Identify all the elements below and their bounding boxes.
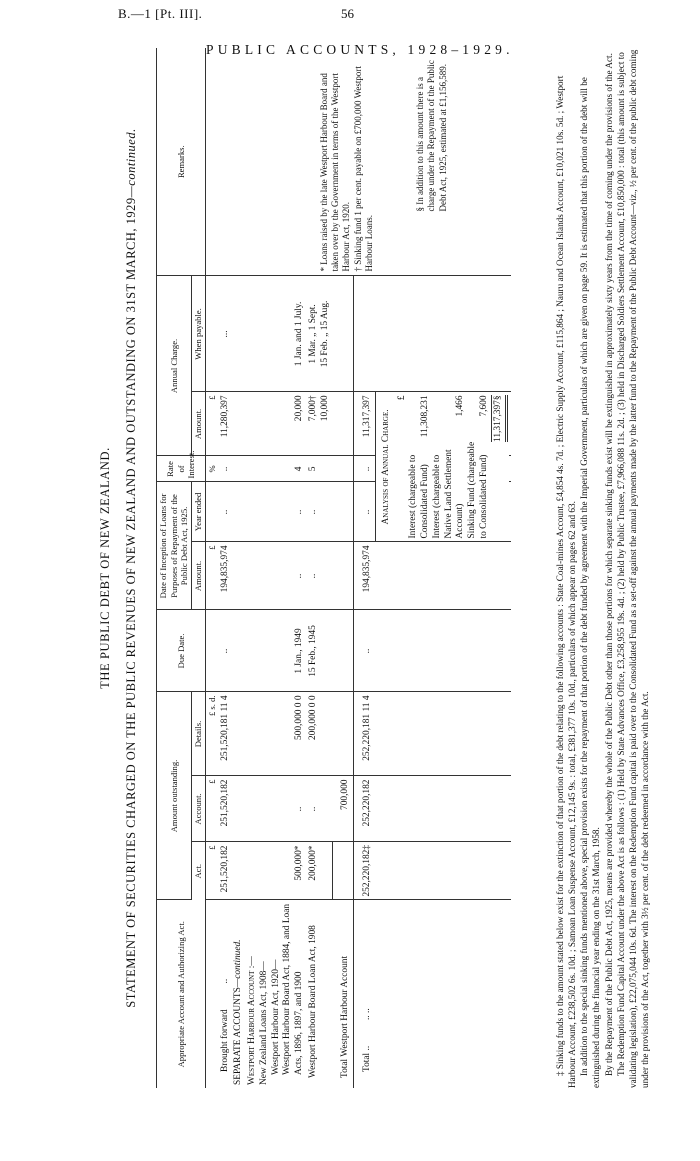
westport-details: 500,000 0 0 (246, 692, 307, 776)
wboard-act: 200,000* (307, 842, 333, 900)
footnote-2: In addition to the special sinking funds mentioned above, special provision exists for the repayment of that portion of the debt funded by agreement with the Imperial Government, particulars of which are given on page 59. It is estimated that this portion of the debt will be extinguished during the financial year ending on the 31st March, 1958. (579, 77, 602, 1088)
remark-1: * Loans raised by the late Westport Harbour Board and taken over by the Government in terms of the Westport Harbour Act, 1920. (318, 73, 352, 272)
header-account: Appropriate Account and Authorizing Act. (157, 900, 206, 1088)
total-westport-label: Total Westport Harbour Account (340, 955, 351, 1078)
separate-accounts-continued: —continued. (233, 939, 244, 988)
analysis-value-3: 7,600 (478, 395, 489, 417)
westport-rate: 4 (246, 456, 307, 482)
page-title: PUBLIC ACCOUNTS, 1928–1929. (206, 42, 514, 57)
wboard-due: 15 Feb., 1945 (307, 610, 333, 692)
westport-line-3: Westport Harbour Board Act, 1884, and Loan Acts, 1896, 1897, and 1900 (282, 903, 305, 1075)
westport-acct: .. (246, 776, 307, 842)
total-amount: 11,317,397 (354, 392, 376, 456)
brought-acct: 251,520,182 (219, 776, 233, 842)
statement-subtitle (124, 38, 139, 1098)
westport-due: 1 Jan., 1949 (246, 610, 307, 692)
header-due-date: Due Date. (157, 610, 206, 692)
units-row (205, 48, 218, 1088)
statement-title: THE PUBLIC DEBT OF NEW ZEALAND. (98, 447, 112, 689)
total-act: 252,220,182‡ (354, 842, 376, 900)
statement-continued: —continued. (124, 128, 138, 198)
header-act: Act. (192, 842, 206, 900)
analysis-block (375, 392, 509, 542)
statement-subtitle-text: STATEMENT OF SECURITIES CHARGED ON THE PUBLIC REVENUES OF NEW ZEALAND AND OUTSTANDING ON 31ST MARCH, 1929 (124, 197, 138, 1008)
total-dots: .. .. (362, 1008, 373, 1021)
header-when-payable: When payable. (192, 276, 206, 392)
total-label: Total .. (362, 1045, 373, 1072)
header-amount-outstanding: Amount outstanding. (157, 692, 192, 900)
brought-amount: 11,280,397 (219, 392, 233, 456)
westport-year: .. (246, 482, 307, 542)
wboard-year: .. (307, 482, 333, 542)
footnote-3: By the Repayment of the Public Debt Act, 1925, means are provided whereby the whole of the Public Debt other than those portions for which separate sinking funds exist will be extinguished in approximately sixty years from the time of coming under the provisions of the Act. (603, 53, 614, 1076)
wboard-acct: .. (307, 776, 333, 842)
footnote-4: The Redemption Fund Capital Account under the above Act is as follows : (1) Held by State Advances Office, £3,258,955 19s. 4d. ; (2) held by Public Trustee, £7,966,088 11s. 2d. ; (3) held in Discharged Soldiers Settlement Account, £10,850,000 : total (this amount is subject to validating legislation), £22,075,044 10s. 6d. The interest on the Redemption Fund capital is paid over to the Consolidated Fund as a set-off against the annual payments made by the latter fund to the Repayment of the Public Debt Account—viz., ½ per cent. of the public debt coming under the provisions of the Act, together with 3½ per cent. of the debt redeemed in accordance with the Act. (615, 49, 650, 1088)
westport-account-label: Westport Harbour Account :— (247, 956, 258, 1085)
wboard-amount-2: 10,000 (319, 395, 330, 422)
analysis-item-3: Sinking Fund (chargeable to Consolidated Fund) (467, 441, 489, 539)
brought-rate: .. (219, 456, 233, 482)
wboard-rate: 5 (307, 456, 333, 482)
total-due: .. (354, 610, 376, 692)
total-year: .. (354, 482, 376, 542)
header-annual-charge: Annual Charge. (157, 276, 192, 456)
remark-2: † Sinking fund 1 per cent. payable on £700,000 Westport Harbour Loans. (352, 66, 374, 272)
unit-act: £ (205, 842, 218, 900)
total-incep: 194,835,974 (354, 542, 376, 610)
analysis-value-1: 11,308,231 (420, 395, 431, 438)
analysis-total: 11,317,397§ (491, 395, 509, 442)
header-acct: Account. (192, 776, 206, 842)
unit-rate: % (205, 456, 218, 482)
westport-line-1: New Zealand Loans Act, 1908— (258, 961, 269, 1085)
brought-forward-label: Brought forward (219, 1009, 230, 1072)
remark-3: § In addition to this amount there is a charge under the Repayment of the Public Debt Act, 1925, estimated at £1,156,589. (415, 60, 448, 212)
wboard-amount-1: 7,000† (307, 395, 318, 422)
footnote-1: ‡ Sinking funds to the amount stated below exist for the extinction of that portion of the debt relating to the following accounts : State Coal-mines Account, £4,854 4s. 7d. ; Electric Supply Account, £115,864 ; Nauru and Ocean Islands Account, £10,021 10s. 5d. ; Westport Harbour Account, £238,502 6s. 10d. ; Samoan Loan Suspense Account, £12,145 9s. : total, £381,377 10s. 10d., particulars of which appear on pages 62 and 63. (555, 75, 578, 1088)
westport-incep: .. (246, 542, 307, 610)
brought-forward-dots: .. (219, 978, 230, 984)
brought-year: .. (219, 482, 233, 542)
brought-details: 251,520,181 11 4 (219, 692, 233, 776)
brought-act: 251,520,182 (219, 842, 233, 900)
wboard-incep: .. (307, 542, 333, 610)
remarks-cell (205, 48, 511, 276)
wboard-when-1: 1 Mar. „ 1 Sept. (307, 304, 318, 364)
header-incep-amount: Amount. (192, 542, 206, 610)
header-remarks: Remarks. (157, 48, 206, 276)
westport-amount: 20,000 (246, 392, 307, 456)
brought-due: .. (219, 610, 233, 692)
header-rate: Rate of Interest. (157, 456, 206, 482)
analysis-unit: £ (396, 395, 407, 401)
westport-when: 1 Jan. and 1 July. (246, 276, 307, 392)
analysis-item-1: Interest (chargeable to Consolidated Fund) (408, 454, 431, 539)
header-year-ended: Year ended (192, 482, 206, 542)
page-number: 56 (341, 6, 354, 21)
header-inception: Date of Inception of Loans for Purposes of Repayment of the Public Debt Act, 1925. (157, 482, 192, 610)
rotated-statement (96, 38, 696, 1098)
westport-act: 500,000* (246, 842, 307, 900)
brought-incep: 194,835,974 (219, 542, 233, 610)
analysis-value-2: 1,466 (455, 395, 466, 417)
securities-table (156, 48, 511, 1088)
unit-details: £ s. d. (205, 692, 218, 776)
unit-incep: £ (205, 542, 218, 610)
analysis-item-2: Interest (chargeable to Native Land Settlement Account) (431, 449, 466, 539)
westport-line-2: Westport Harbour Act, 1920— (270, 959, 281, 1075)
analysis-title: Analysis of Annual Charge. (380, 409, 391, 525)
brought-when: ... (219, 276, 233, 392)
header-ac-amount: Amount. (192, 392, 206, 456)
footnotes (554, 48, 651, 1088)
total-acct: 252,220,182 (354, 776, 376, 842)
westport-board-label: Westport Harbour Board Loan Act, 1908 (307, 925, 318, 1078)
unit-acct: £ (205, 776, 218, 842)
separate-accounts-label: SEPARATE ACCOUNTS (233, 987, 244, 1085)
wboard-details: 200,000 0 0 (307, 692, 333, 776)
wboard-when-2: 15 Feb. „ 15 Aug. (319, 300, 330, 368)
document-reference: B.—1 [Pt. III]. (118, 6, 203, 21)
total-details: 252,220,181 11 4 (354, 692, 376, 776)
total-westport-acct: 700,000 (332, 776, 353, 842)
total-rate: .. (354, 456, 376, 482)
header-details: Details. (192, 692, 206, 776)
unit-amount: £ (205, 392, 218, 456)
